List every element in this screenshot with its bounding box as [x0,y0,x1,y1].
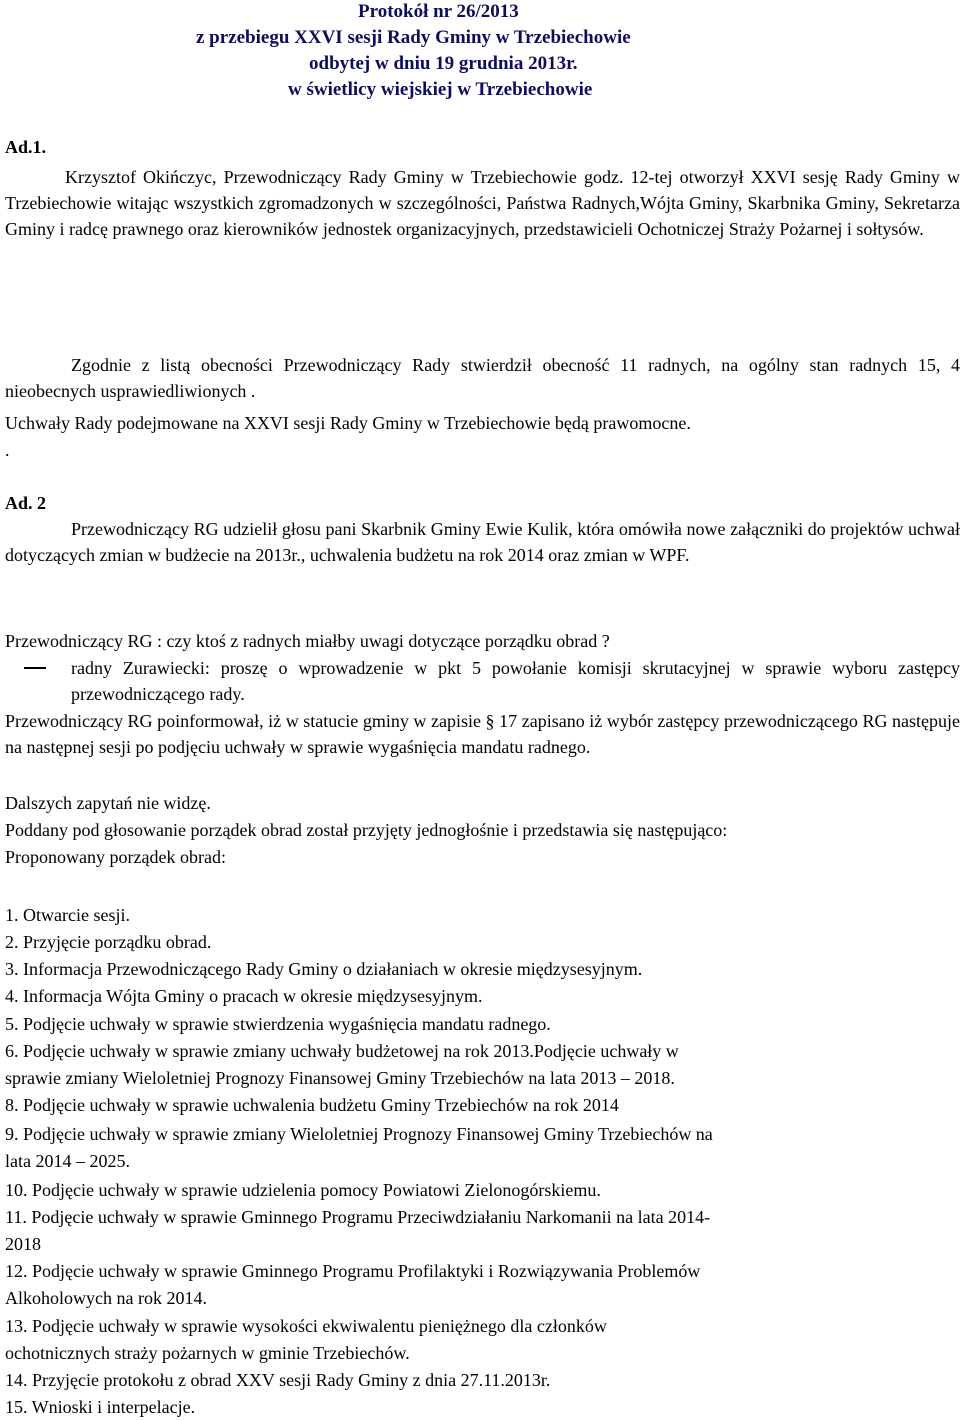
doc-title: Protokół nr 26/2013 [358,1,519,22]
ad2-treasurer-paragraph: Przewodniczący RG udzielił głosu pani Skarbnik Gminy Ewie Kulik, która omówiła nowe załączniki do projektów uchwał dotyczących zmian w budżecie na 2013r., uchwalenia budżetu na rok 2014 oraz zmian w WPF. [5,519,960,565]
agenda-item: 6. Podjęcie uchwały w sprawie zmiany uchwały budżetowej na rok 2013.Podjęcie uchwały w [5,1041,679,1061]
agenda-item-continued: lata 2014 – 2025. [5,1151,130,1171]
ad1-dot: . [5,440,10,460]
dash-bullet [24,667,46,669]
doc-place-line: w świetlicy wiejskiej w Trzebiechowie [288,79,593,100]
agenda-item: 9. Podjęcie uchwały w sprawie zmiany Wieloletniej Prognozy Finansowej Gminy Trzebiechów na [5,1124,713,1144]
agenda-item-continued: sprawie zmiany Wieloletniej Prognozy Finansowej Gminy Trzebiechów na lata 2013 – 2018. [5,1068,675,1088]
agenda-item: 13. Podjęcie uchwały w sprawie wysokości ekwiwalentu pieniężnego dla członków [5,1316,607,1336]
ad2-question: Przewodniczący RG : czy ktoś z radnych miałby uwagi dotyczące porządku obrad ? [5,631,610,651]
ad2-no-questions: Dalszych zapytań nie widzę. [5,793,211,813]
ad2-vote-result: Poddany pod głosowanie porządek obrad został przyjęty jednogłośnie i przedstawia się następująco: [5,820,728,840]
agenda-heading: Proponowany porządek obrad: [5,847,226,867]
agenda-item: 12. Podjęcie uchwały w sprawie Gminnego Programu Profilaktyki i Rozwiązywania Problemów [5,1261,701,1281]
ad2-reply-text: radny Zurawiecki: proszę o wprowadzenie w pkt 5 powołanie komisji skrutacyjnej w sprawie wyboru zastępcy przewodniczącego rady. [71,658,960,704]
ad2-statute-paragraph: Przewodniczący RG poinformował, iż w statucie gminy w zapisie § 17 zapisano iż wybór zastępcy przewodniczącego RG następuje na następnej sesji po podjęciu uchwały w sprawie wygaśnięcia mandatu radnego. [5,711,960,757]
agenda-item: 11. Podjęcie uchwały w sprawie Gminnego Programu Przeciwdziałaniu Narkomanii na lata 2014- [5,1207,711,1227]
agenda-item: 4. Informacja Wójta Gminy o pracach w okresie międzysesyjnym. [5,986,483,1006]
ad1-attendance-paragraph: Zgodnie z listą obecności Przewodniczący Rady stwierdził obecność 11 radnych, na ogólny stan radnych 15, 4 nieobecnych usprawiedliwionych . [5,355,960,401]
agenda-item: 14. Przyjęcie protokołu z obrad XXV sesji Rady Gminy z dnia 27.11.2013r. [5,1370,551,1390]
ad1-heading: Ad.1. [5,137,47,157]
ad2-heading: Ad. 2 [5,493,47,513]
agenda-item: 8. Podjęcie uchwały w sprawie uchwalenia budżetu Gminy Trzebiechów na rok 2014 [5,1095,619,1115]
agenda-item-continued: Alkoholowych na rok 2014. [5,1288,207,1308]
agenda-item-continued: 2018 [5,1234,41,1254]
ad1-opening-paragraph: Krzysztof Okińczyc, Przewodniczący Rady Gminy w Trzebiechowie godz. 12-tej otworzył XXVI sesję Rady Gminy w Trzebiechowie witając wszystkich zgromadzonych w szczególności, Państwa Radnych,Wójta Gminy, Skarbnika Gminy, Sekretarza Gminy i radcę prawnego oraz kierowników jednostek organizacyjnych, przedstawicieli Ochotniczej Straży Pożarnej i sołtysów. [5,167,960,239]
agenda-item-continued: ochotnicznych straży pożarnych w gminie Trzebiechów. [5,1343,410,1363]
doc-subtitle: z przebiegu XXVI sesji Rady Gminy w Trzebiechowie [196,27,631,48]
ad2-reply-item [5,655,960,707]
agenda-item: 15. Wnioski i interpelacje. [5,1397,196,1417]
agenda-item: 2. Przyjęcie porządku obrad. [5,932,212,952]
agenda-item: 1. Otwarcie sesji. [5,905,130,925]
agenda-item: 3. Informacja Przewodniczącego Rady Gminy o działaniach w okresie międzysesyjnym. [5,959,643,979]
agenda-item: 10. Podjęcie uchwały w sprawie udzielenia pomocy Powiatowi Zielonogórskiemu. [5,1180,601,1200]
doc-date-line: odbytej w dniu 19 grudnia 2013r. [309,53,578,74]
ad1-validity-line: Uchwały Rady podejmowane na XXVI sesji Rady Gminy w Trzebiechowie będą prawomocne. [5,413,691,433]
agenda-item: 5. Podjęcie uchwały w sprawie stwierdzenia wygaśnięcia mandatu radnego. [5,1014,551,1034]
